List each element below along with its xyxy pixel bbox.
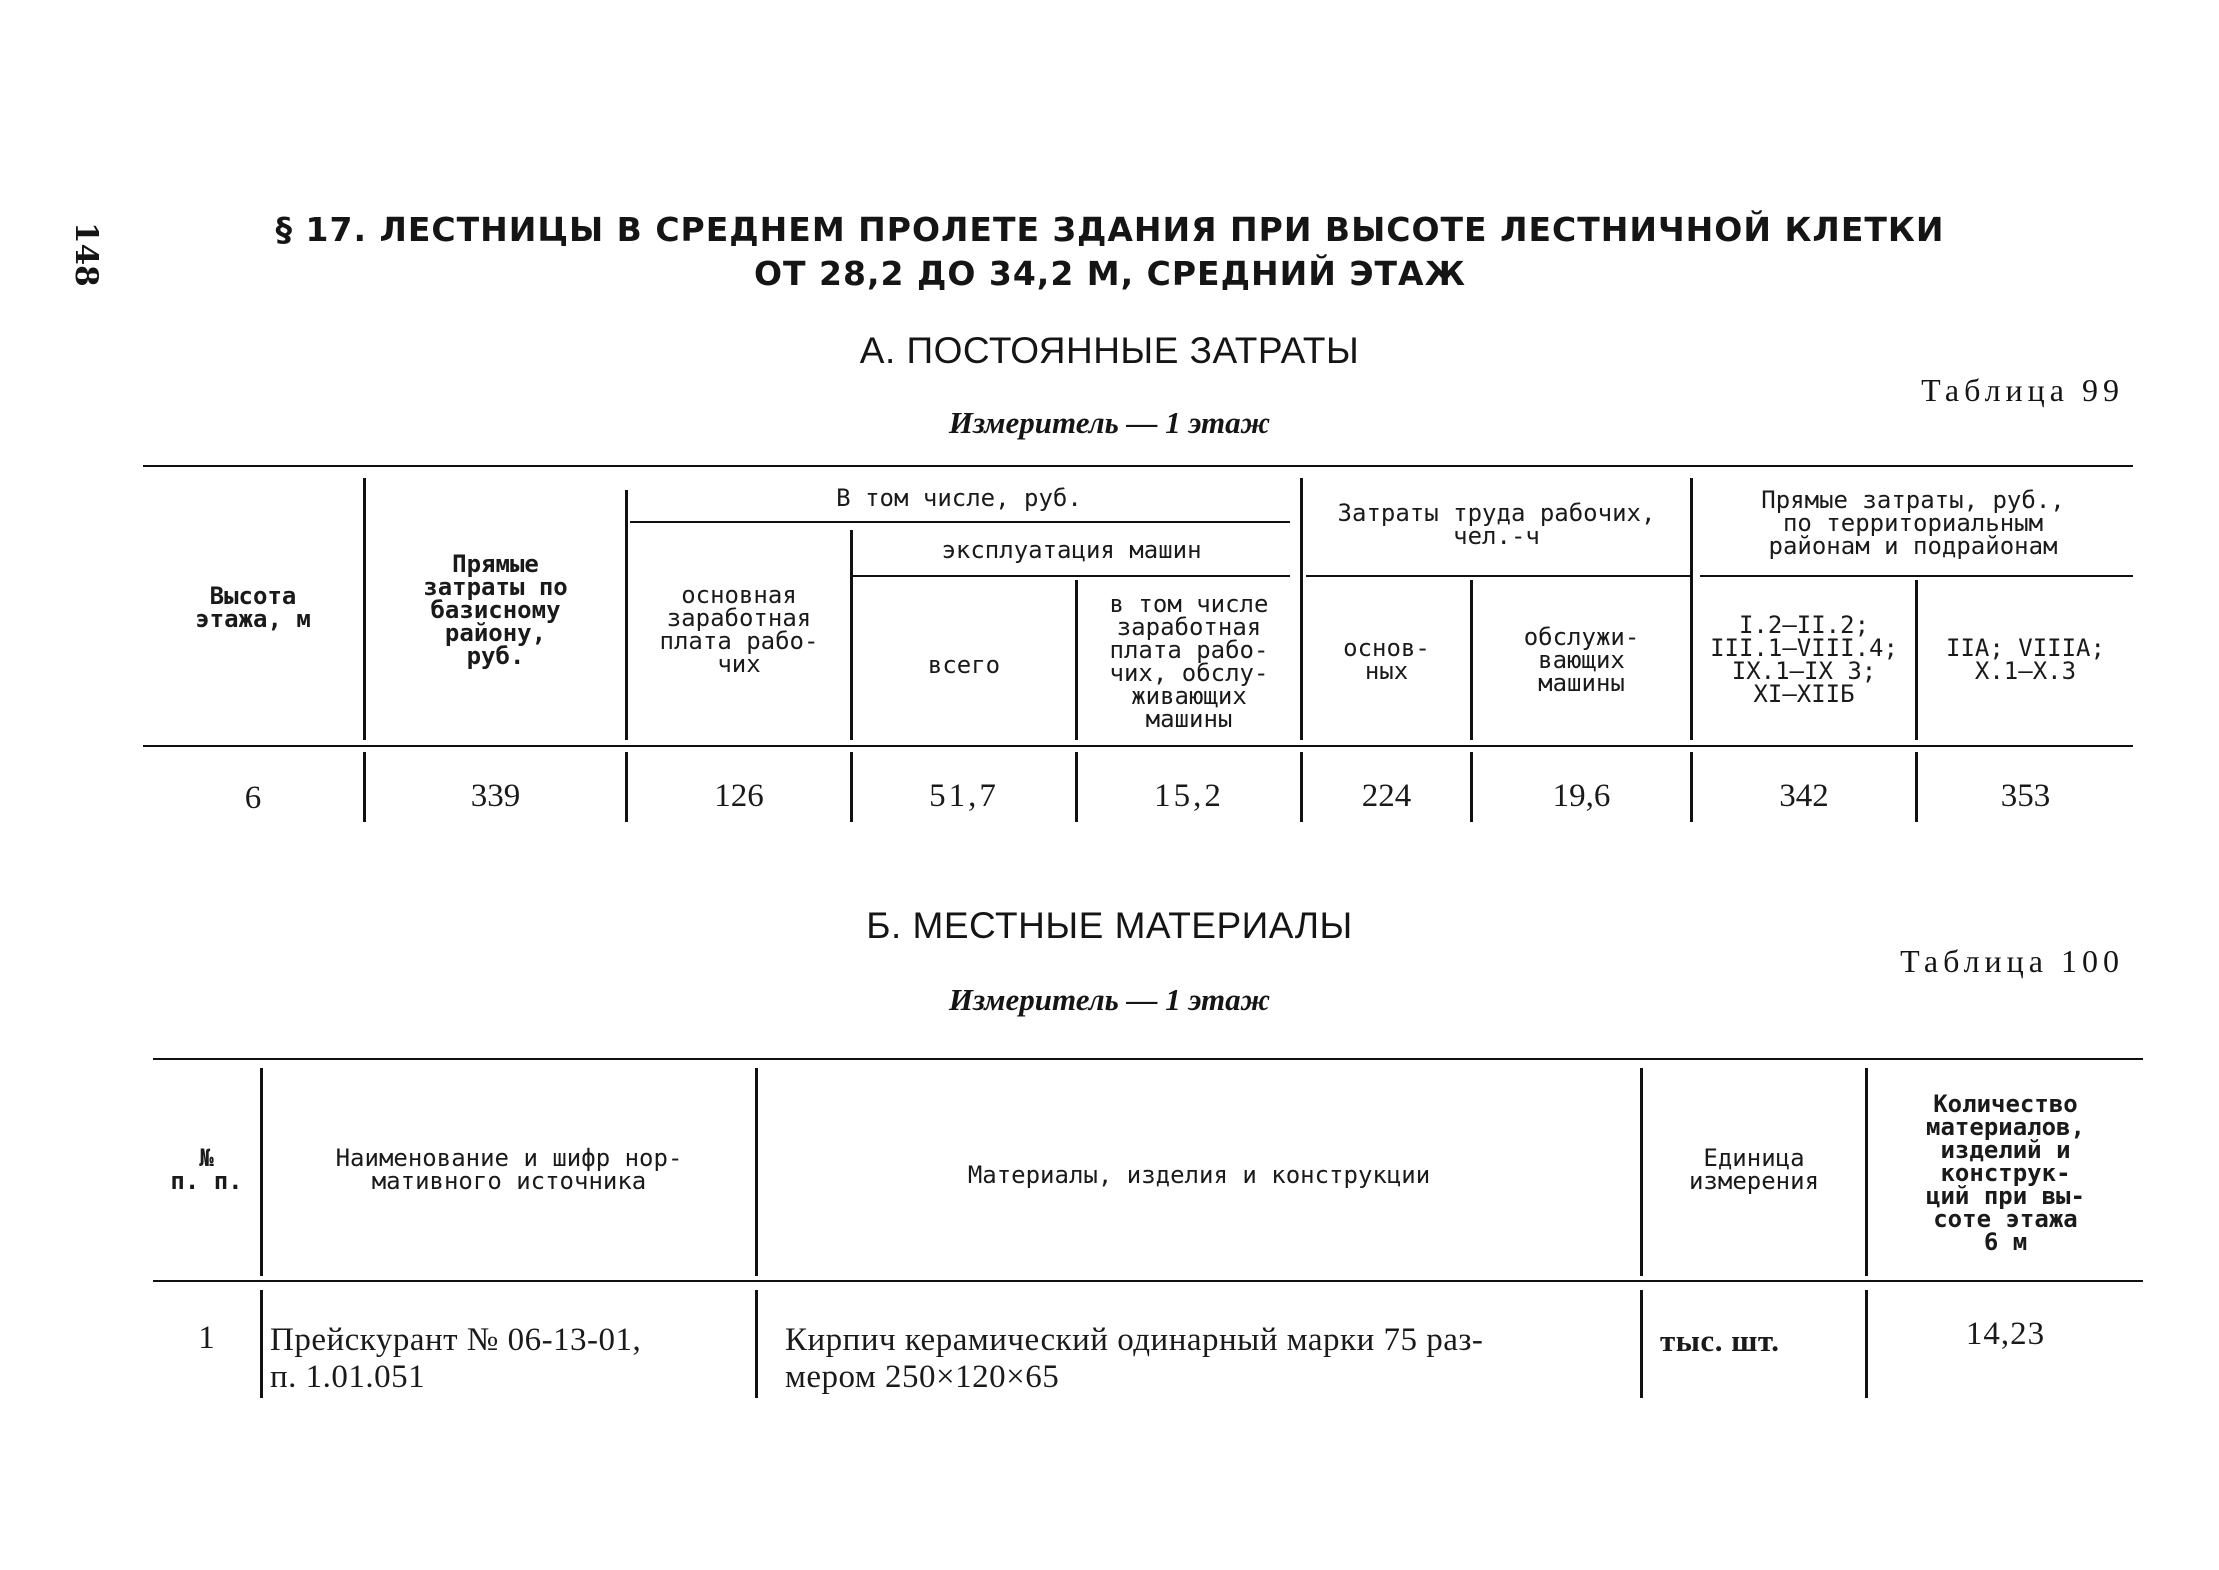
cell-num: 1 bbox=[198, 1320, 215, 1356]
table-99-top-rule bbox=[143, 465, 2133, 467]
cell-direct-costs: 339 bbox=[470, 778, 521, 814]
table-99-rule-including bbox=[630, 521, 1290, 523]
table-100-label: Таблица 100 bbox=[1900, 943, 2124, 979]
title-line-1: § 17. ЛЕСТНИЦЫ В СРЕДНЕМ ПРОЛЕТЕ ЗДАНИЯ ПРИ ВЫСОТЕ ЛЕСТНИЧНОЙ КЛЕТКИ bbox=[275, 210, 1945, 249]
table-100-top-rule bbox=[153, 1058, 2143, 1060]
header-materials: Материалы, изделия и конструкции bbox=[967, 1160, 1431, 1189]
cell-height: 6 bbox=[244, 780, 262, 816]
header-quantity: Количество материалов, изделий и конструк- ций при вы- соте этажа 6 м bbox=[1926, 1089, 2085, 1256]
cell-source-line-1: Прейскурант № 06-13-01, bbox=[270, 1322, 642, 1358]
header-including-group: В том числе, руб. bbox=[836, 483, 1082, 512]
table-99-rule-labor bbox=[1306, 575, 1690, 577]
cell-source bbox=[270, 1322, 750, 1396]
table-100-vline bbox=[1640, 1290, 1643, 1398]
cell-including-salary: 15,2 bbox=[1154, 778, 1224, 814]
cell-total: 51,7 bbox=[929, 778, 999, 814]
cell-material bbox=[785, 1322, 1635, 1396]
cell-source-line-2: п. 1.01.051 bbox=[270, 1359, 426, 1395]
header-regional-group: Прямые затраты, руб., по территориальным районам и подрайонам bbox=[1761, 485, 2065, 560]
cell-main-workers: 224 bbox=[1361, 778, 1412, 814]
cell-material-line-2: мером 250×120×65 bbox=[785, 1359, 1060, 1395]
header-labor-group: Затраты труда рабочих, чел.-ч bbox=[1337, 499, 1656, 550]
table-100-vline bbox=[260, 1290, 263, 1398]
header-region-2: IIА; VIIIА; X.1—X.3 bbox=[1946, 634, 2105, 685]
header-machine-workers: обслужи- вающих машины bbox=[1523, 622, 1640, 697]
table-99-header-rule bbox=[143, 745, 2133, 747]
table-100-vline bbox=[755, 1290, 758, 1398]
cell-unit: тыс. шт. bbox=[1660, 1323, 1780, 1358]
header-height: Высота этажа, м bbox=[195, 581, 311, 633]
cell-machine-workers: 19,6 bbox=[1552, 778, 1611, 814]
table-99-rule-regions bbox=[1700, 575, 2133, 577]
header-num: № п. п. bbox=[170, 1144, 243, 1195]
section-b-measure: Измеритель — 1 этаж bbox=[948, 982, 1271, 1017]
header-unit: Единица измерения bbox=[1688, 1144, 1820, 1195]
table-99-rule-machines bbox=[852, 575, 1290, 577]
header-main-workers: основ- ных bbox=[1343, 634, 1430, 685]
title-line-2: ОТ 28,2 ДО 34,2 М, СРЕДНИЙ ЭТАЖ bbox=[753, 254, 1466, 293]
header-machine-operation: эксплуатация машин bbox=[941, 535, 1202, 564]
table-100-header-rule bbox=[153, 1280, 2143, 1282]
section-b-heading: Б. МЕСТНЫЕ МАТЕРИАЛЫ bbox=[866, 905, 1353, 946]
section-a-heading: А. ПОСТОЯННЫЕ ЗАТРАТЫ bbox=[859, 330, 1360, 371]
cell-base-salary: 126 bbox=[714, 778, 764, 814]
header-total: всего bbox=[927, 650, 1001, 679]
section-a-measure: Измеритель — 1 этаж bbox=[948, 405, 1271, 440]
cell-material-line-1: Кирпич керамический одинарный марки 75 раз- bbox=[785, 1322, 1484, 1358]
section-title bbox=[190, 208, 2030, 296]
page-number: 148 bbox=[68, 222, 104, 287]
header-region-1: I.2—II.2; III.1—VIII.4; IX.1—IX 3; XI—XIIБ bbox=[1710, 611, 1898, 708]
header-including-salary: в том числе заработная плата рабо- чих, обслу- живающих машины bbox=[1109, 590, 1269, 733]
cell-quantity: 14,23 bbox=[1965, 1316, 2046, 1352]
cell-region-2: 353 bbox=[2000, 778, 2051, 814]
header-source: Наименование и шифр нор- мативного источника bbox=[335, 1144, 683, 1195]
table-99-label: Таблица 99 bbox=[1921, 372, 2124, 408]
header-base-salary: основная заработная плата рабо- чих bbox=[659, 581, 819, 678]
header-direct-costs: Прямые затраты по базисному району, руб. bbox=[423, 549, 568, 670]
cell-region-1: 342 bbox=[1779, 778, 1829, 814]
